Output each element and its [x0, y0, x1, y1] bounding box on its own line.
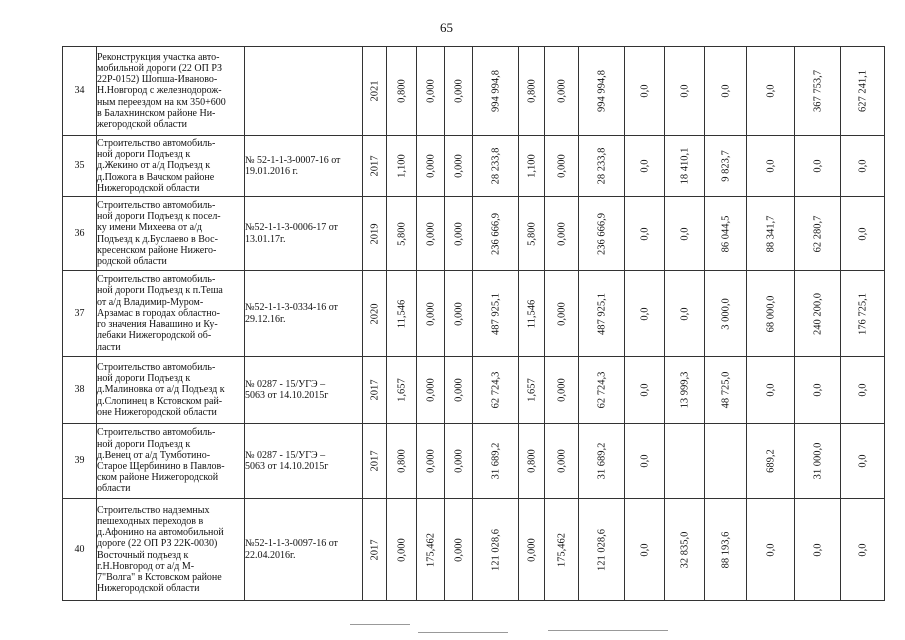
year-value: 2017: [369, 539, 380, 560]
numeric-value: 3 000,0: [720, 297, 731, 330]
row-number: 39: [63, 424, 97, 499]
value-cell: [519, 47, 545, 136]
table-row: [63, 197, 885, 271]
project-description: [97, 197, 245, 271]
year-cell: [363, 47, 387, 136]
value-cell: [387, 197, 417, 271]
value-cell: [841, 197, 885, 271]
document-line: №52-1-1-3-0006-17 от: [245, 222, 338, 234]
value-cell: [795, 424, 841, 499]
value-cell: [417, 47, 445, 136]
value-cell: [665, 424, 705, 499]
description-line: мобильной дороги (22 ОП РЗ: [97, 62, 223, 74]
numeric-value: 689,2: [765, 449, 776, 473]
value-cell: [665, 197, 705, 271]
project-description: [97, 357, 245, 424]
value-cell: [625, 136, 665, 197]
value-cell: [747, 136, 795, 197]
value-cell: [841, 424, 885, 499]
description-line: Подъезд к д.Буслаево в Вос-: [97, 233, 218, 245]
year-cell: [363, 136, 387, 197]
description-line: оне Нижегородской области: [97, 406, 217, 418]
numeric-value: 0,000: [556, 154, 567, 178]
numeric-value: 0,000: [425, 154, 436, 178]
numeric-value: 0,800: [526, 79, 537, 103]
document-line: №52-1-1-3-0334-16 от: [245, 302, 338, 314]
value-cell: [473, 197, 519, 271]
numeric-value: 487 925,1: [596, 292, 607, 335]
value-cell: [841, 357, 885, 424]
value-cell: [445, 499, 473, 601]
numeric-value: 0,0: [639, 383, 650, 397]
description-line: д.Малиновка от а/д Подъезд к: [97, 384, 225, 396]
numeric-value: 627 241,1: [857, 70, 868, 112]
project-description: [97, 136, 245, 197]
numeric-value: 0,0: [857, 454, 868, 468]
table-row: [63, 136, 885, 197]
numeric-value: 1,657: [526, 378, 537, 402]
value-cell: [445, 47, 473, 136]
value-cell: [519, 424, 545, 499]
numeric-value: 68 000,0: [765, 295, 776, 332]
expertise-document: [245, 197, 363, 271]
value-cell: [705, 424, 747, 499]
description-line: д.Афонино на автомобильной: [97, 527, 224, 539]
numeric-value: 0,000: [556, 79, 567, 103]
value-cell: [545, 357, 579, 424]
scan-artifact-line: [350, 624, 410, 625]
numeric-value: 0,000: [556, 301, 567, 326]
table-row: [63, 47, 885, 136]
value-cell: [387, 499, 417, 601]
description-line: ском районе Нижегородской: [97, 472, 219, 484]
numeric-value: 32 835,0: [679, 531, 690, 568]
numeric-value: 0,0: [639, 159, 650, 173]
numeric-value: 487 925,1: [490, 292, 501, 335]
description-line: ным переездом на км 350+600: [97, 96, 226, 108]
description-line: области: [97, 483, 131, 495]
value-cell: [625, 47, 665, 136]
year-cell: [363, 424, 387, 499]
project-description: [97, 424, 245, 499]
value-cell: [387, 357, 417, 424]
expertise-document: [245, 424, 363, 499]
description-line: ной дороги Подъезд к: [97, 373, 191, 385]
numeric-value: 13 999,3: [679, 371, 690, 409]
description-line: г.Н.Новгород от а/д М-: [97, 560, 195, 572]
value-cell: [747, 197, 795, 271]
numeric-value: 31 689,2: [490, 442, 501, 480]
numeric-value: 0,000: [556, 378, 567, 402]
description-line: Строительство автомобиль-: [97, 199, 216, 211]
document-line: 19.01.2016 г.: [245, 166, 298, 177]
numeric-value: 0,000: [453, 378, 464, 402]
year-value: 2017: [369, 155, 380, 177]
numeric-value: 62 724,3: [490, 371, 501, 409]
numeric-value: 88 193,6: [720, 531, 731, 568]
description-line: д.Венец от а/д Тумботино-: [97, 449, 211, 461]
description-line: Нижегородской области: [97, 182, 200, 194]
numeric-value: 86 044,5: [720, 215, 731, 252]
numeric-value: 0,0: [720, 84, 731, 98]
value-cell: [445, 197, 473, 271]
numeric-value: 0,0: [857, 159, 868, 173]
year-cell: [363, 499, 387, 601]
scan-artifact-line: [548, 630, 668, 631]
numeric-value: 0,0: [857, 383, 868, 397]
value-cell: [665, 136, 705, 197]
numeric-value: 48 725,0: [720, 371, 731, 409]
row-number: 40: [63, 499, 97, 601]
document-line: 5063 от 14.10.2015г: [245, 390, 329, 401]
numeric-value: 0,000: [453, 154, 464, 178]
value-cell: [625, 424, 665, 499]
numeric-value: 18 410,1: [679, 147, 690, 185]
value-cell: [795, 499, 841, 601]
description-line: д.Жекино от а/д Подъезд к: [97, 160, 211, 172]
expertise-document: [245, 47, 363, 136]
numeric-value: 0,0: [679, 84, 690, 98]
value-cell: [579, 136, 625, 197]
numeric-value: 175,462: [425, 532, 436, 567]
value-cell: [665, 499, 705, 601]
value-cell: [545, 197, 579, 271]
numeric-value: 0,0: [639, 84, 650, 98]
value-cell: [625, 357, 665, 424]
value-cell: [445, 357, 473, 424]
table-row: [63, 357, 885, 424]
description-line: 22Р-0152) Шопша-Иваново-: [97, 74, 218, 86]
projects-table: [62, 46, 885, 601]
description-line: Строительство надземных: [97, 504, 210, 516]
row-number: 37: [63, 271, 97, 357]
numeric-value: 1,657: [396, 378, 407, 402]
description-line: Строительство автомобиль-: [97, 274, 216, 286]
year-value: 2017: [369, 379, 380, 401]
numeric-value: 236 666,9: [596, 212, 607, 255]
numeric-value: 5,800: [526, 221, 537, 246]
numeric-value: 1,100: [396, 154, 407, 178]
year-cell: [363, 357, 387, 424]
value-cell: [473, 47, 519, 136]
document-line: №52-1-1-3-0097-16 от: [245, 538, 338, 550]
value-cell: [473, 136, 519, 197]
value-cell: [519, 357, 545, 424]
value-cell: [387, 424, 417, 499]
row-number: 34: [63, 47, 97, 136]
value-cell: [519, 136, 545, 197]
numeric-value: 0,0: [812, 383, 823, 397]
value-cell: [841, 499, 885, 601]
numeric-value: 0,0: [679, 306, 690, 321]
project-description: [97, 499, 245, 601]
value-cell: [417, 499, 445, 601]
description-line: д.Слопинец в Кстовском рай-: [97, 395, 223, 407]
description-line: 7"Волга" в Кстовском районе: [97, 571, 222, 583]
value-cell: [579, 197, 625, 271]
scan-artifact-line: [418, 632, 508, 633]
numeric-value: 0,000: [425, 301, 436, 326]
value-cell: [841, 271, 885, 357]
numeric-value: 176 725,1: [857, 292, 868, 335]
value-cell: [519, 499, 545, 601]
value-cell: [545, 424, 579, 499]
description-line: ной дороги Подъезд к: [97, 438, 191, 450]
value-cell: [579, 47, 625, 136]
description-line: Строительство автомобиль-: [97, 361, 216, 373]
year-value: 2017: [369, 450, 380, 472]
numeric-value: 0,800: [396, 79, 407, 103]
numeric-value: 0,000: [453, 221, 464, 246]
value-cell: [747, 357, 795, 424]
document-line: 29.12.16г.: [245, 313, 286, 325]
value-cell: [625, 271, 665, 357]
description-line: Строительство автомобиль-: [97, 137, 216, 149]
value-cell: [747, 424, 795, 499]
numeric-value: 0,0: [812, 159, 823, 173]
numeric-value: 0,000: [425, 378, 436, 402]
numeric-value: 0,0: [679, 226, 690, 241]
numeric-value: 62 280,7: [812, 215, 823, 252]
numeric-value: 994 994,8: [490, 70, 501, 112]
numeric-value: 0,800: [396, 449, 407, 473]
numeric-value: 28 233,8: [596, 147, 607, 185]
numeric-value: 0,000: [425, 449, 436, 473]
numeric-value: 11,546: [396, 299, 407, 328]
value-cell: [665, 47, 705, 136]
numeric-value: 0,000: [453, 449, 464, 473]
description-line: кресенском районе Нижего-: [97, 244, 217, 256]
value-cell: [417, 197, 445, 271]
value-cell: [417, 271, 445, 357]
numeric-value: 0,000: [556, 221, 567, 246]
value-cell: [841, 47, 885, 136]
description-line: от а/д Владимир-Муром-: [97, 296, 204, 308]
value-cell: [545, 47, 579, 136]
value-cell: [579, 499, 625, 601]
value-cell: [747, 499, 795, 601]
numeric-value: 0,000: [453, 301, 464, 326]
value-cell: [795, 136, 841, 197]
numeric-value: 0,000: [396, 537, 407, 562]
description-line: дороге (22 ОП РЗ 22К-0030): [97, 538, 218, 550]
description-line: Реконструкция участка авто-: [97, 51, 220, 63]
project-description: [97, 47, 245, 136]
year-value: 2019: [369, 223, 380, 244]
description-line: Арзамас в городах областно-: [97, 307, 220, 319]
year-cell: [363, 197, 387, 271]
value-cell: [473, 271, 519, 357]
value-cell: [545, 271, 579, 357]
value-cell: [841, 136, 885, 197]
value-cell: [747, 47, 795, 136]
value-cell: [625, 197, 665, 271]
numeric-value: 0,0: [639, 542, 650, 557]
numeric-value: 88 341,7: [765, 215, 776, 252]
description-line: родской области: [97, 255, 167, 267]
value-cell: [473, 424, 519, 499]
expertise-document: [245, 357, 363, 424]
numeric-value: 0,000: [526, 537, 537, 562]
value-cell: [579, 424, 625, 499]
description-line: Старое Щербинино в Павлов-: [97, 461, 225, 472]
value-cell: [519, 197, 545, 271]
numeric-value: 0,000: [425, 79, 436, 103]
numeric-value: 9 823,7: [720, 150, 731, 182]
value-cell: [545, 499, 579, 601]
value-cell: [795, 271, 841, 357]
value-cell: [795, 47, 841, 136]
value-cell: [417, 424, 445, 499]
document-line: 13.01.17г.: [245, 233, 286, 245]
description-line: ной дороги Подъезд к: [97, 149, 191, 161]
description-line: Строительство автомобиль-: [97, 427, 216, 439]
row-number: 36: [63, 197, 97, 271]
year-cell: [363, 271, 387, 357]
table-row: [63, 271, 885, 357]
numeric-value: 0,000: [453, 537, 464, 562]
expertise-document: [245, 499, 363, 601]
numeric-value: 0,0: [639, 226, 650, 241]
value-cell: [579, 357, 625, 424]
document-line: № 52-1-1-3-0007-16 от: [245, 154, 341, 166]
numeric-value: 5,800: [396, 221, 407, 246]
value-cell: [387, 136, 417, 197]
value-cell: [445, 271, 473, 357]
value-cell: [705, 499, 747, 601]
description-line: Нижегородской области: [97, 583, 200, 595]
description-line: ку имени Михеева от а/д: [97, 222, 202, 234]
document-line: № 0287 - 15/УГЭ –: [245, 449, 326, 461]
numeric-value: 0,0: [765, 84, 776, 98]
row-number: 35: [63, 136, 97, 197]
numeric-value: 11,546: [526, 299, 537, 328]
table-row: [63, 424, 885, 499]
expertise-document: [245, 136, 363, 197]
value-cell: [705, 197, 747, 271]
numeric-value: 236 666,9: [490, 212, 501, 255]
numeric-value: 62 724,3: [596, 371, 607, 409]
value-cell: [705, 47, 747, 136]
description-line: д.Пожога в Вачском районе: [97, 171, 215, 183]
value-cell: [519, 271, 545, 357]
value-cell: [387, 271, 417, 357]
row-number: 38: [63, 357, 97, 424]
value-cell: [579, 271, 625, 357]
numeric-value: 121 028,6: [596, 528, 607, 571]
description-line: пешеходных переходов в: [97, 515, 204, 527]
numeric-value: 0,0: [857, 542, 868, 557]
description-line: ласти: [97, 341, 121, 353]
value-cell: [387, 47, 417, 136]
value-cell: [473, 357, 519, 424]
numeric-value: 175,462: [556, 532, 567, 567]
value-cell: [705, 271, 747, 357]
value-cell: [795, 197, 841, 271]
numeric-value: 0,0: [765, 159, 776, 173]
value-cell: [795, 357, 841, 424]
numeric-value: 0,800: [526, 449, 537, 473]
document-line: 5063 от 14.10.2015г: [245, 461, 329, 472]
document-line: 22.04.2016г.: [245, 549, 296, 561]
numeric-value: 240 200,0: [812, 292, 823, 335]
table-row: [63, 499, 885, 601]
value-cell: [417, 136, 445, 197]
value-cell: [445, 136, 473, 197]
project-description: [97, 271, 245, 357]
value-cell: [625, 499, 665, 601]
description-line: в Балахнинском районе Ни-: [97, 107, 216, 119]
value-cell: [473, 499, 519, 601]
description-line: жегородской области: [97, 119, 187, 130]
year-value: 2020: [369, 303, 380, 324]
description-line: лебаки Нижегородской об-: [97, 330, 212, 342]
numeric-value: 31 000,0: [812, 442, 823, 480]
numeric-value: 121 028,6: [490, 528, 501, 571]
value-cell: [445, 424, 473, 499]
year-value: 2021: [369, 80, 380, 102]
numeric-value: 994 994,8: [596, 70, 607, 112]
numeric-value: 0,0: [857, 226, 868, 241]
numeric-value: 0,000: [425, 221, 436, 246]
document-line: № 0287 - 15/УГЭ –: [245, 378, 326, 390]
value-cell: [705, 357, 747, 424]
description-line: го значения Навашино и Ку-: [97, 319, 218, 331]
numeric-value: 1,100: [526, 154, 537, 178]
description-line: ной дороги Подъезд к п.Теша: [97, 285, 223, 297]
numeric-value: 0,0: [639, 454, 650, 468]
value-cell: [705, 136, 747, 197]
value-cell: [665, 271, 705, 357]
numeric-value: 0,0: [639, 306, 650, 321]
description-line: Восточный подъезд к: [97, 549, 189, 561]
numeric-value: 0,0: [765, 383, 776, 397]
description-line: ной дороги Подъезд к посел-: [97, 211, 221, 223]
value-cell: [417, 357, 445, 424]
value-cell: [747, 271, 795, 357]
expertise-document: [245, 271, 363, 357]
value-cell: [665, 357, 705, 424]
numeric-value: 0,0: [812, 542, 823, 557]
numeric-value: 367 753,7: [812, 70, 823, 112]
numeric-value: 31 689,2: [596, 442, 607, 480]
numeric-value: 0,000: [453, 79, 464, 103]
value-cell: [545, 136, 579, 197]
numeric-value: 0,0: [765, 542, 776, 557]
numeric-value: 0,000: [556, 449, 567, 473]
numeric-value: 28 233,8: [490, 147, 501, 185]
page-number: 65: [440, 20, 453, 35]
description-line: Н.Новгород с железнодорож-: [97, 85, 222, 97]
